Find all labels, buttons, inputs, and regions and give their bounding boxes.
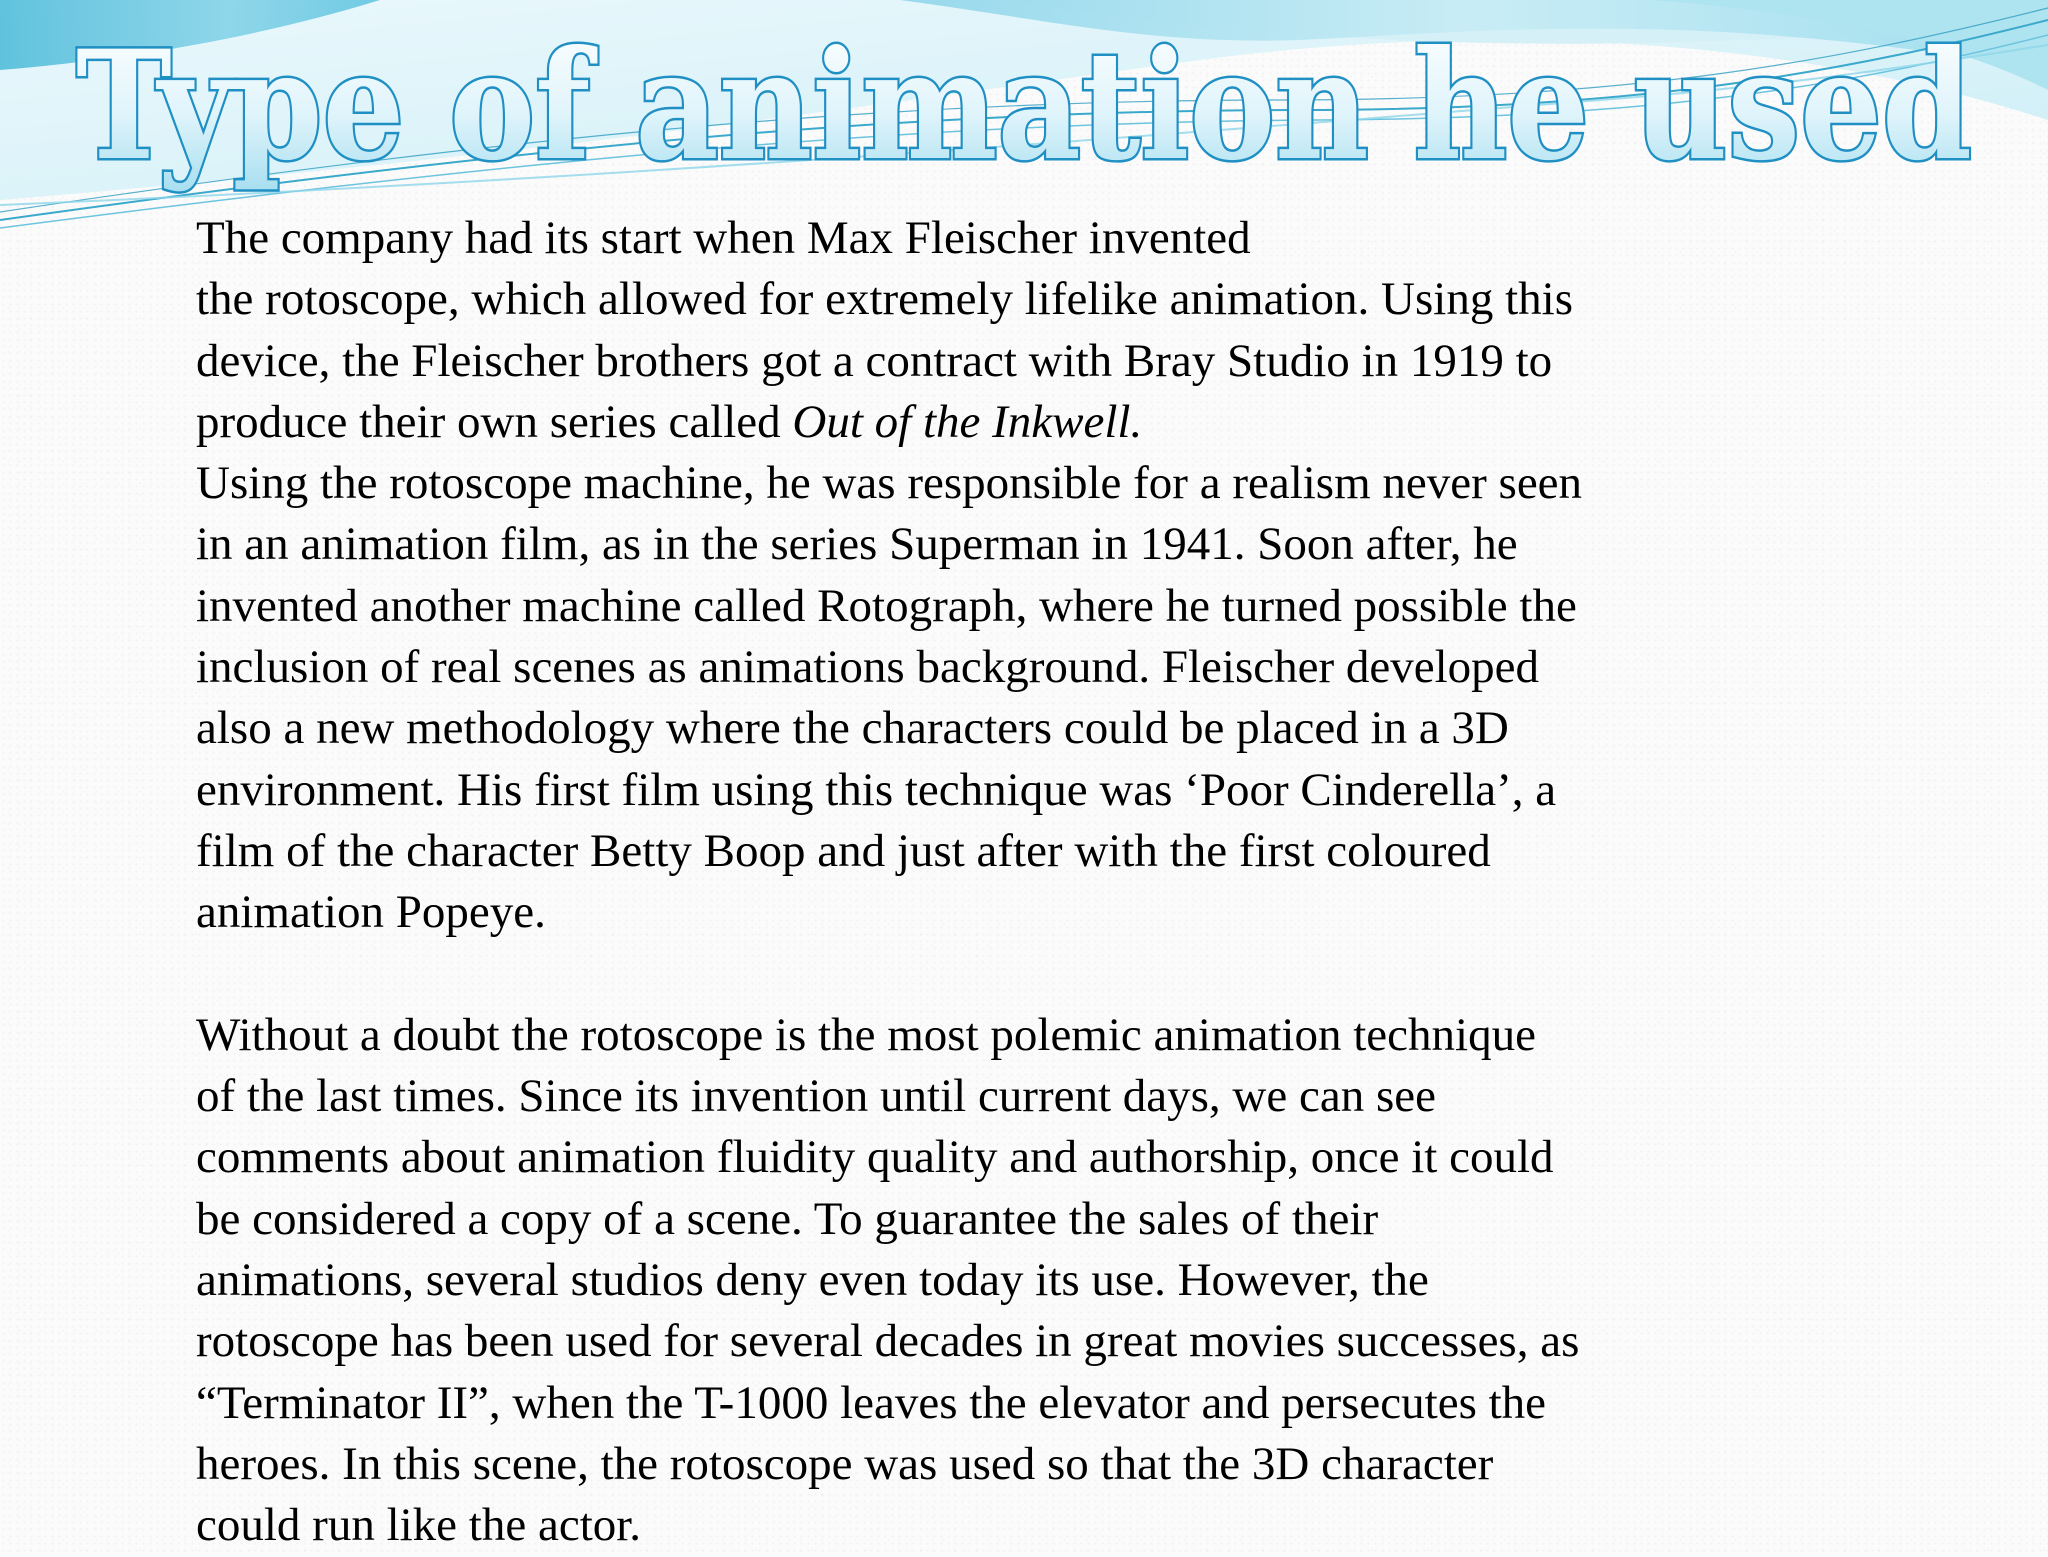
text-line: be considered a copy of a scene. To guarantee the sales of their bbox=[196, 1192, 1379, 1245]
paragraph-2 bbox=[196, 1005, 1896, 1557]
text-line: device, the Fleischer brothers got a contract with Bray Studio in 1919 to bbox=[196, 334, 1553, 387]
text-line: animations, several studios deny even today its use. However, the bbox=[196, 1254, 1429, 1307]
text-line: could run like the actor. bbox=[196, 1499, 642, 1552]
title-banner bbox=[0, 0, 2048, 210]
text-line bbox=[196, 392, 1896, 453]
text-line: also a new methodology where the characters could be placed in a 3D bbox=[196, 702, 1509, 755]
text-segment: produce their own series called bbox=[196, 395, 793, 448]
text-line: rotoscope has been used for several decades in great movies successes, as bbox=[196, 1315, 1580, 1368]
text-line: Without a doubt the rotoscope is the most polemic animation technique bbox=[196, 1008, 1536, 1061]
text-line: film of the character Betty Boop and just after with the first coloured bbox=[196, 824, 1491, 877]
body-text bbox=[196, 208, 1896, 1557]
text-line: inclusion of real scenes as animations background. Fleischer developed bbox=[196, 641, 1540, 694]
text-line: animation Popeye. bbox=[196, 886, 546, 939]
text-line: environment. His first film using this technique was ‘Poor Cinderella’, a bbox=[196, 763, 1557, 816]
text-line: “Terminator II”, when the T-1000 leaves the elevator and persecutes the bbox=[196, 1376, 1547, 1429]
text-line: the rotoscope, which allowed for extremely lifelike animation. Using this bbox=[196, 273, 1573, 326]
text-line: in an animation film, as in the series Superman in 1941. Soon after, he bbox=[196, 518, 1518, 571]
paragraph-spacer bbox=[196, 944, 1896, 1005]
page-title: Type of animation he used bbox=[76, 18, 1972, 194]
series-title-italic: Out of the Inkwell. bbox=[792, 395, 1143, 448]
text-line: The company had its start when Max Fleischer invented bbox=[196, 212, 1251, 264]
text-line: invented another machine called Rotograph, where he turned possible the bbox=[196, 579, 1577, 632]
text-line: Using the rotoscope machine, he was responsible for a realism never seen bbox=[196, 457, 1583, 510]
text-line: heroes. In this scene, the rotoscope was used so that the 3D character bbox=[196, 1437, 1494, 1490]
paragraph-1 bbox=[196, 208, 1896, 944]
text-line: comments about animation fluidity quality and authorship, once it could bbox=[196, 1131, 1554, 1184]
text-line: of the last times. Since its invention until current days, we can see bbox=[196, 1070, 1436, 1123]
